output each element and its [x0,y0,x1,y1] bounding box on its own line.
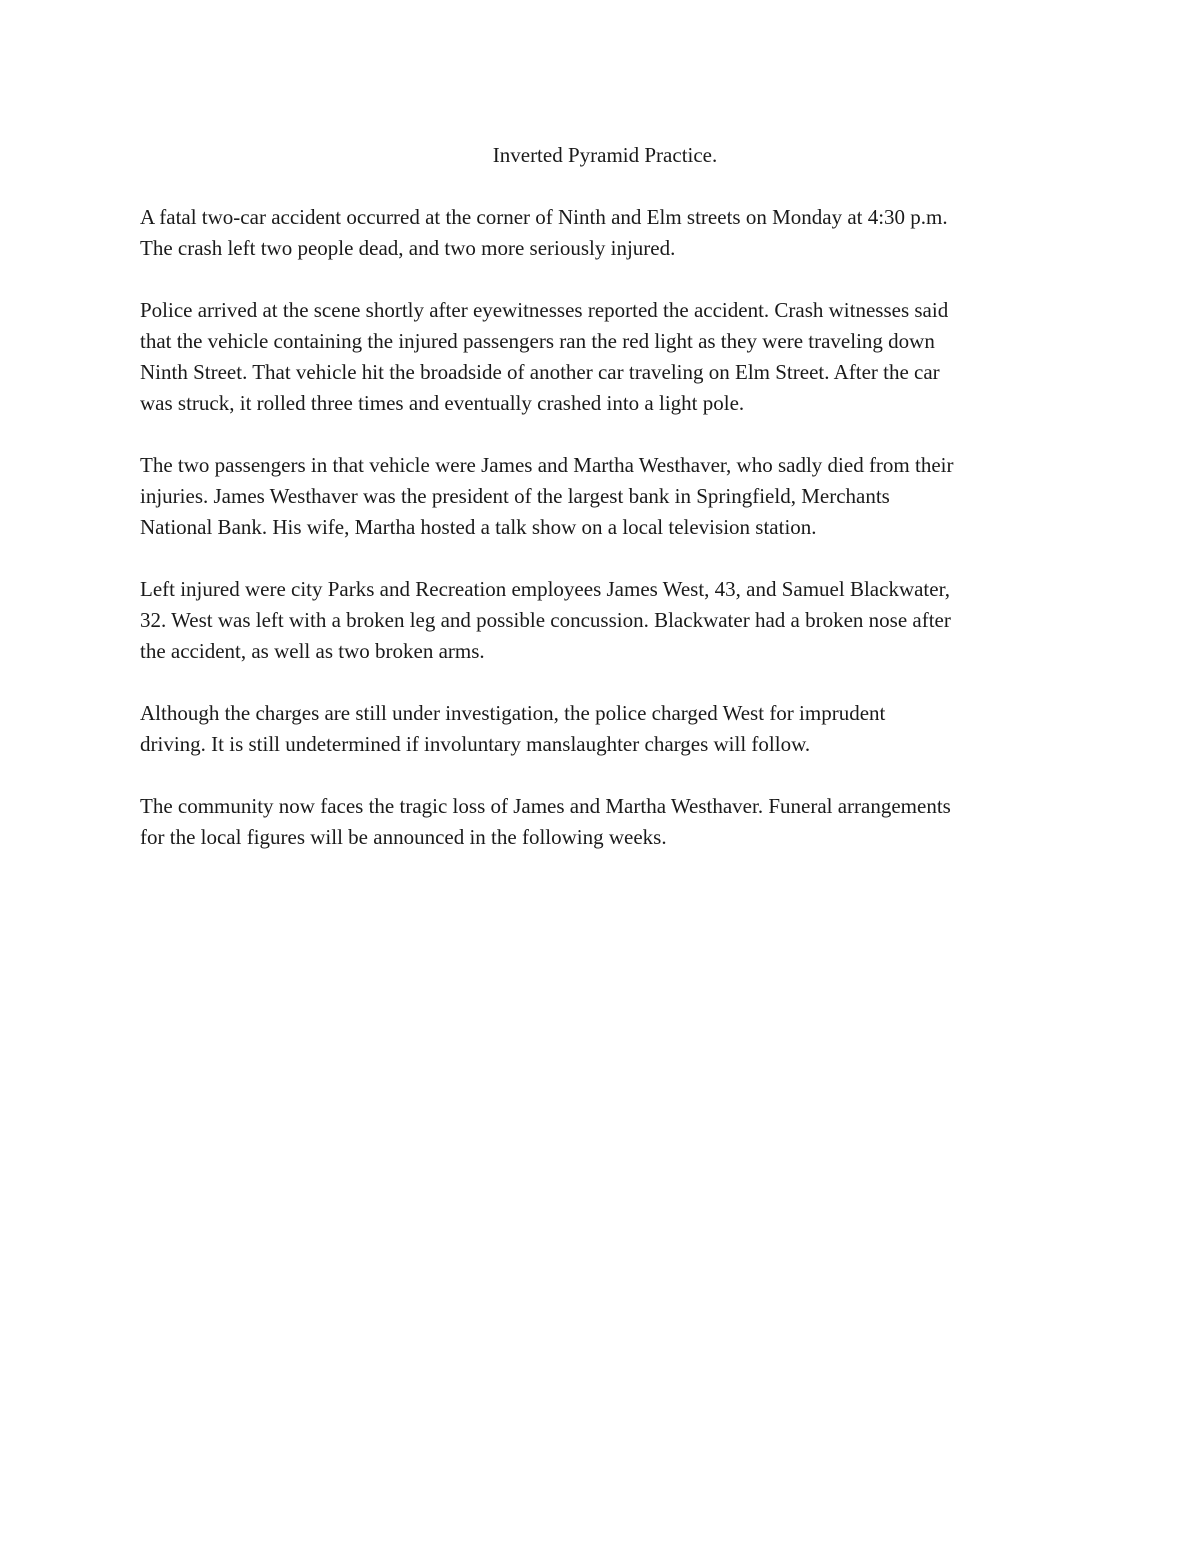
paragraph-line: National Bank. His wife, Martha hosted a talk show on a local television station. [140,515,817,539]
paragraph-line: for the local figures will be announced in the following weeks. [140,825,667,849]
paragraph-line: driving. It is still undetermined if involuntary manslaughter charges will follow. [140,732,811,756]
paragraph-line: Left injured were city Parks and Recreation employees James West, 43, and Samuel Blackwater, [140,577,950,601]
paragraph-police-report [140,295,1070,419]
paragraph-community [140,791,1070,853]
paragraph-line: 32. West was left with a broken leg and possible concussion. Blackwater had a broken nose after [140,608,951,632]
document-title: Inverted Pyramid Practice. [492,143,718,167]
paragraph-victims [140,450,1070,543]
paragraph-lede [140,202,1070,264]
paragraph-line: The two passengers in that vehicle were James and Martha Westhaver, who sadly died from their [140,453,954,477]
paragraph-line: the accident, as well as two broken arms. [140,639,485,663]
paragraph-injured [140,574,1070,667]
paragraph-line: was struck, it rolled three times and eventually crashed into a light pole. [140,391,745,415]
paragraph-line: injuries. James Westhaver was the president of the largest bank in Springfield, Merchants [140,484,890,508]
paragraph-line: The crash left two people dead, and two more seriously injured. [140,236,676,260]
paragraph-line: The community now faces the tragic loss of James and Martha Westhaver. Funeral arrangements [140,794,951,818]
document-body [140,140,1070,884]
paragraph-line: A fatal two-car accident occurred at the corner of Ninth and Elm streets on Monday at 4:30 p.m. [140,205,948,229]
paragraph-line: Ninth Street. That vehicle hit the broadside of another car traveling on Elm Street. After the car [140,360,940,384]
paragraph-line: that the vehicle containing the injured passengers ran the red light as they were traveling down [140,329,935,353]
paragraph-line: Although the charges are still under investigation, the police charged West for imprudent [140,701,886,725]
paragraph-line: Police arrived at the scene shortly after eyewitnesses reported the accident. Crash witnesses said [140,298,949,322]
paragraph-charges [140,698,1070,760]
